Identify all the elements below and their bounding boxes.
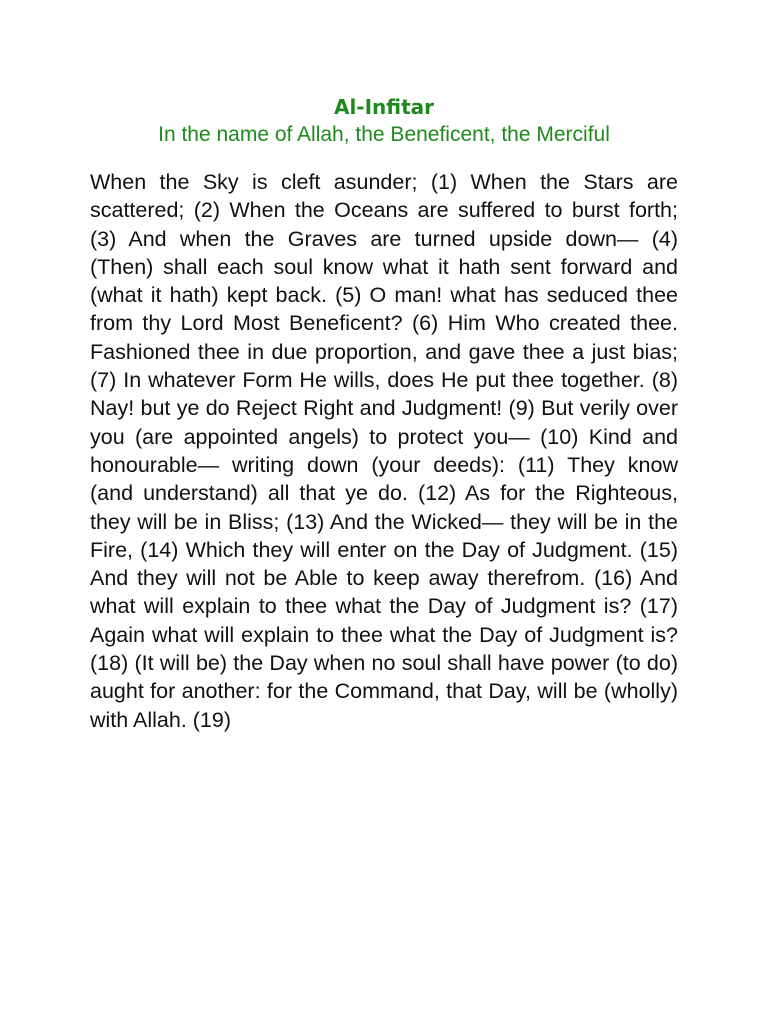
page-subtitle: In the name of Allah, the Beneficent, the Merciful [158, 123, 610, 146]
page-title: Al-Infitar [333, 95, 435, 119]
body-paragraph: When the Sky is cleft asunder; (1) When the Stars are scattered; (2) When the Oceans are suffered to burst forth; (3) And when the Graves are turned upside down— (4) (Then) shall each soul know what it hath sent forward and (what it hath) kept back. (5) O man! what has seduced thee from thy Lord Most Beneficent? (6) Him Who created thee. Fashioned thee in due proportion, and gave thee a just bias; (7) In whatever Form He wills, does He put thee together. (8) Nay! but ye do Reject Right and Judgment! (9) But verily over you (are appointed angels) to protect you— (10) Kind and honourable— writing down (your deeds): (11) They know (and understand) all that ye do. (12) As for the Righteous, they will be in Bliss; (13) And the Wicked— they will be in the Fire, (14) Which they will enter on the Day of Judgment. (15) And they will not be Able to keep away therefrom. (16) And what will explain to thee what the Day of Judgment is? (17) Again what will explain to thee what the Day of Judgment is? (18) (It will be) the Day when no soul shall have power (to do) aught for another: for the Command, that Day, will be (wholly) with Allah. (19) [90, 170, 678, 732]
